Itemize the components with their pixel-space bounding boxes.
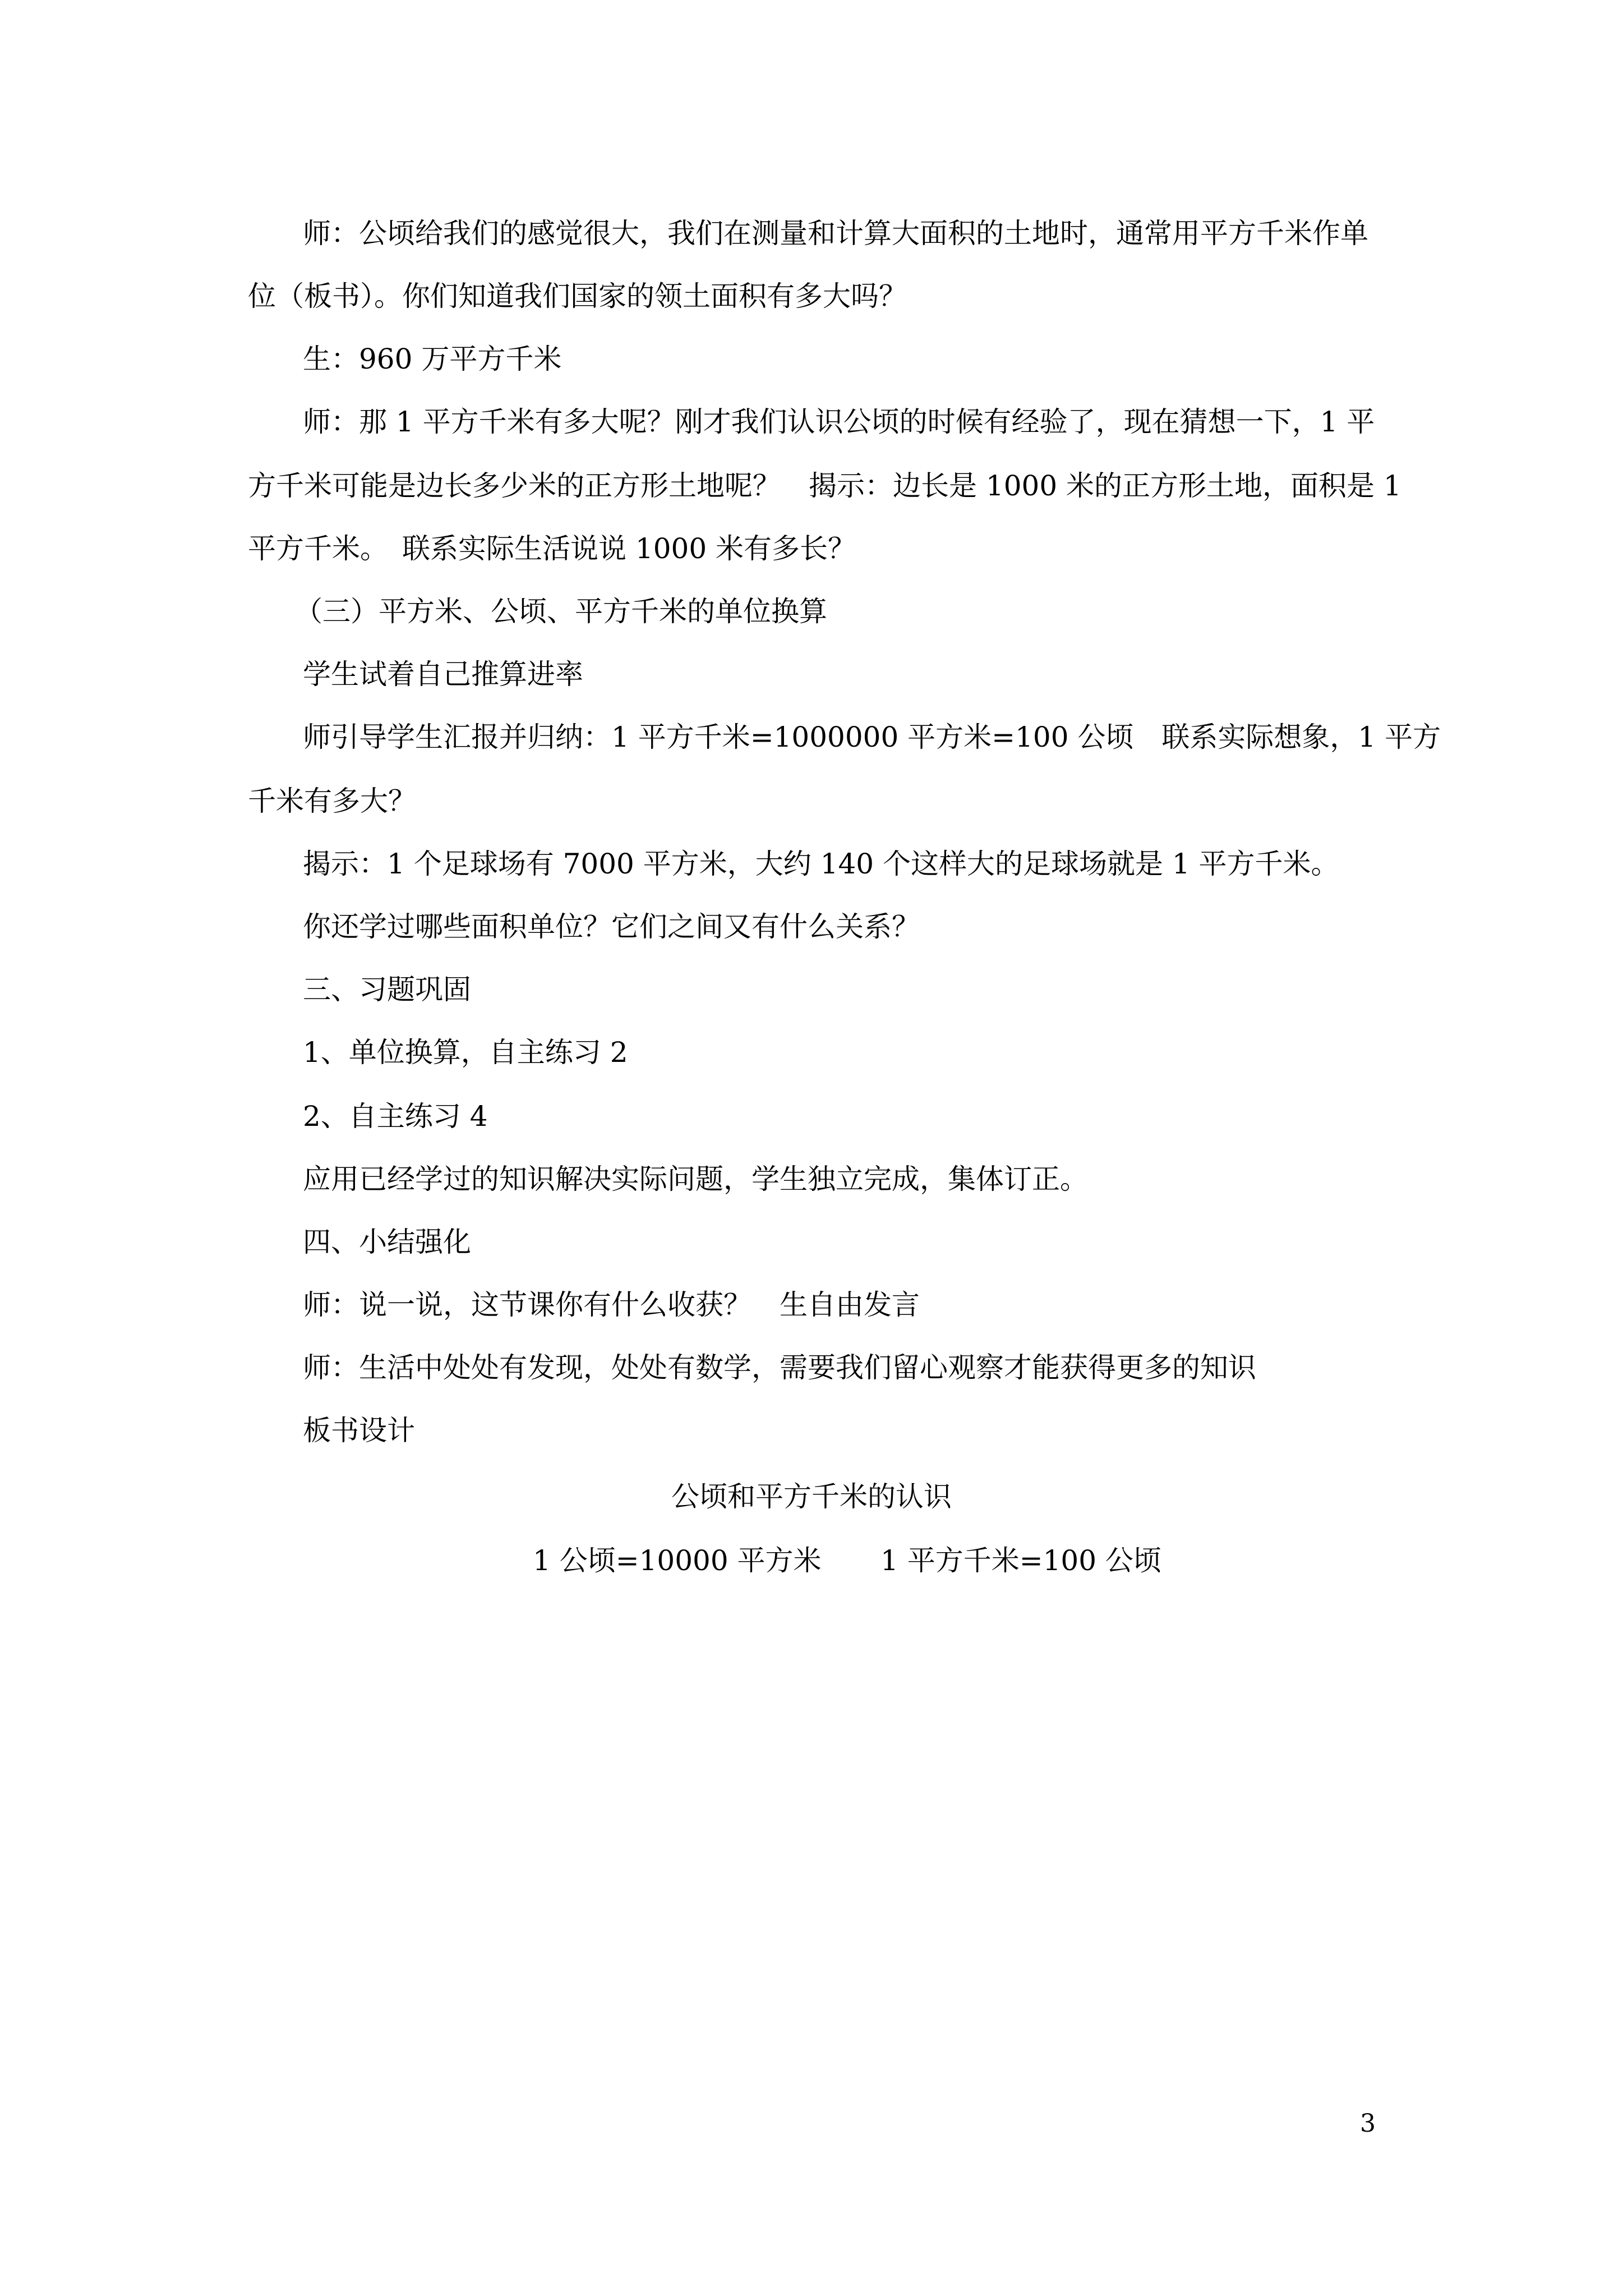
paragraph-summary-line-2: 千米有多大？ <box>248 785 416 817</box>
list-item-exercise-2: 2、自主练习 4 <box>303 1100 488 1133</box>
board-design-label: 板书设计 <box>303 1414 415 1447</box>
paragraph-1-line-1: 师：公顷给我们的感觉很大，我们在测量和计算大面积的土地时，通常用平方千米作单 <box>303 217 1368 250</box>
paragraph-question-units: 你还学过哪些面积单位？它们之间又有什么关系？ <box>303 910 920 943</box>
paragraph-summary-line-1: 师引导学生汇报并归纳：1 平方千米=1000000 平方米=100 公顷 联系实际想象，1 平方 <box>303 721 1441 753</box>
page-number: 3 <box>1360 2109 1376 2138</box>
paragraph-teacher-ask: 师：说一说，这节课你有什么收获？ 生自由发言 <box>303 1289 920 1321</box>
list-item-exercise-1: 1、单位换算，自主练习 2 <box>303 1036 628 1069</box>
paragraph-reveal-football: 揭示：1 个足球场有 7000 平方米，大约 140 个这样大的足球场就是 1 平方千米。 <box>303 848 1339 880</box>
section-heading-summary: 四、小结强化 <box>303 1226 471 1258</box>
section-heading-conversion: （三）平方米、公顷、平方千米的单位换算 <box>294 595 827 628</box>
board-formula-hectare: 1 公顷=10000 平方米 <box>533 1544 822 1577</box>
paragraph-3-line-1: 师：那 1 平方千米有多大呢？刚才我们认识公顷的时候有经验了，现在猜想一下，1 平 <box>303 406 1375 438</box>
paragraph-3-line-2: 方千米可能是边长多少米的正方形土地呢？ 揭示：边长是 1000 米的正方形土地，面积是 1 <box>248 470 1401 502</box>
board-formula-square-kilometer: 1 平方千米=100 公顷 <box>880 1544 1161 1577</box>
board-title: 公顷和平方千米的认识 <box>671 1480 952 1513</box>
paragraph-3-line-3: 平方千米。 联系实际生活说说 1000 米有多长？ <box>248 532 856 565</box>
paragraph-2: 生：960 万平方千米 <box>303 343 562 375</box>
paragraph-teacher-conclusion: 师：生活中处处有发现，处处有数学，需要我们留心观察才能获得更多的知识 <box>303 1351 1256 1384</box>
paragraph-student-try: 学生试着自己推算进率 <box>303 658 583 691</box>
paragraph-1-line-2: 位（板书）。你们知道我们国家的领土面积有多大吗？ <box>248 280 907 312</box>
section-heading-exercises: 三、习题巩固 <box>303 973 471 1006</box>
paragraph-apply-knowledge: 应用已经学过的知识解决实际问题，学生独立完成，集体订正。 <box>303 1163 1088 1195</box>
